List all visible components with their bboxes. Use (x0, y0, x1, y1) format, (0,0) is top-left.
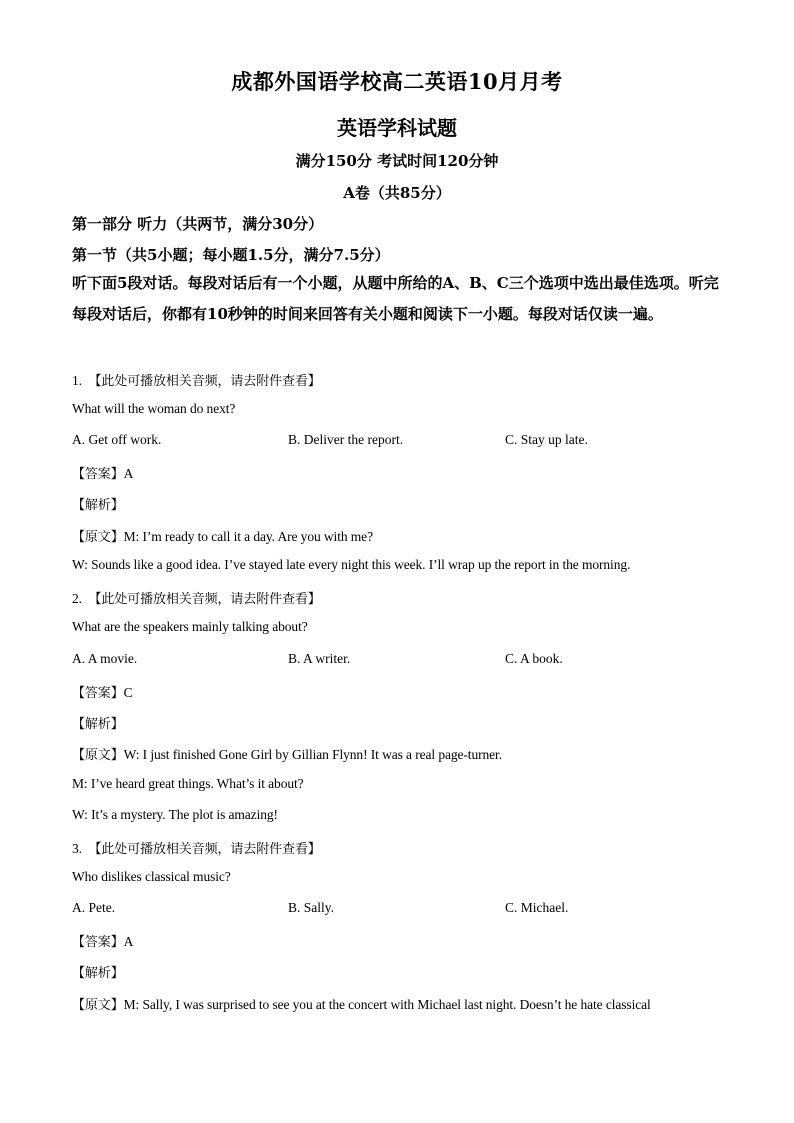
volume-label: A卷（共85分） (343, 184, 451, 202)
exam-subtitle: 英语学科试题 (337, 116, 457, 140)
section-heading: 第一节（共5小题；每小题1.5分，满分7.5分） (72, 246, 390, 264)
answer-line: 【答案】A (72, 466, 134, 482)
analysis-label: 【解析】 (72, 498, 124, 513)
option-b: B. Deliver the report. (288, 432, 404, 447)
question-text: What are the speakers mainly talking about? (72, 619, 308, 634)
part-heading: 第一部分 听力（共两节，满分30分） (72, 215, 324, 233)
option-a: A. Pete. (72, 900, 116, 915)
audio-note: 【此处可播放相关音频，请去附件查看】 (88, 842, 321, 857)
audio-note: 【此处可播放相关音频，请去附件查看】 (88, 592, 321, 607)
question-header: 2. 【此处可播放相关音频，请去附件查看】 (72, 591, 321, 607)
option-a: A. Get off work. (72, 432, 162, 447)
transcript-line: M: I’ve heard great things. What’s it about? (72, 776, 304, 791)
exam-title: 成都外国语学校高二英语10月月考 (231, 69, 563, 94)
option-b: B. A writer. (288, 651, 351, 666)
question-text: What will the woman do next? (72, 401, 236, 416)
score-time: 满分150分 考试时间120分钟 (295, 152, 499, 170)
question-header: 1. 【此处可播放相关音频，请去附件查看】 (72, 373, 321, 389)
answer-line: 【答案】A (72, 934, 134, 950)
transcript-line: 【原文】M: Sally, I was surprised to see you at the concert with Michael last night. Doesn’t he hate classical (72, 997, 651, 1013)
question-text: Who dislikes classical music? (72, 869, 231, 884)
transcript-line: 【原文】W: I just finished Gone Girl by Gillian Flynn! It was a real page-turner. (72, 747, 502, 763)
answer-line: 【答案】C (72, 685, 133, 701)
analysis-label: 【解析】 (72, 717, 124, 732)
analysis-label: 【解析】 (72, 966, 124, 981)
option-a: A. A movie. (72, 651, 138, 666)
transcript-line: 【原文】M: I’m ready to call it a day. Are you with me? (72, 529, 373, 545)
option-b: B. Sally. (288, 900, 335, 915)
instructions: 听下面5段对话。每段对话后有一个小题，从题中所给的A、B、C三个选项中选出最佳选项。听完每段对话后，你都有10秒钟的时间来回答有关小题和阅读下一小题。每段对话仅读一遍。 (72, 274, 719, 323)
audio-note: 【此处可播放相关音频，请去附件查看】 (88, 374, 321, 389)
option-c: C. Stay up late. (505, 432, 588, 447)
transcript-line: W: It’s a mystery. The plot is amazing! (72, 807, 278, 822)
transcript-line: W: Sounds like a good idea. I’ve stayed late every night this week. I’ll wrap up the report in the morning. (72, 557, 631, 572)
option-c: C. Michael. (505, 900, 569, 915)
option-c: C. A book. (505, 651, 563, 666)
question-header: 3. 【此处可播放相关音频，请去附件查看】 (72, 841, 321, 857)
